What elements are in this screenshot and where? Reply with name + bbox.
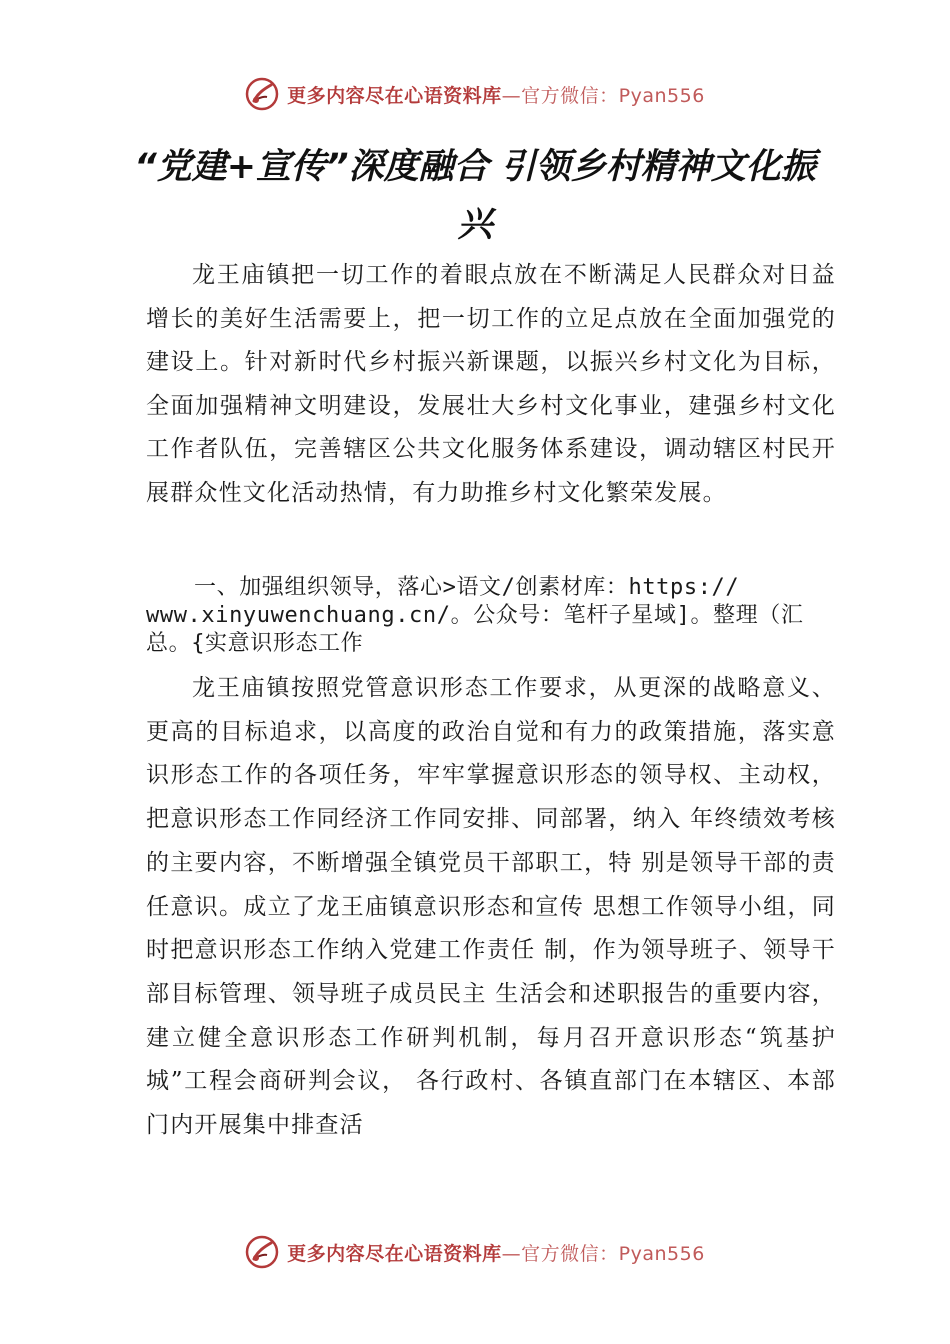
body-paragraph: 龙王庙镇按照党管意识形态工作要求，从更深的战略意义、更高的目标追求，以高度的政治自觉和有力的政策措施，落实意识形态工作的各项任务，牢牢掌握意识形态的领导权、主动权，把意识形态工作同经济工作同安排、同部署，纳入 年终绩效考核的主要内容，不断增强全镇党员干部职工，特 别是领导干部的责任意识。成立了龙王庙镇意识形态和宣传 思想工作领导小组，同时把意识形态工作纳入党建工作责任 制，作为领导班子、领导干部目标管理、领导班子成员民主 生活会和述职报告的重要内容，建立健全意识形态工作研判机制，每月召开意识形态“筑基护城”工程会商研判会议， 各行政村、各镇直部门在本辖区、本部门内开展集中排查活	[146, 675, 836, 1139]
header-banner	[0, 74, 950, 114]
footer-banner-suffix: —官方微信：Pyan556	[501, 1242, 705, 1265]
footer-banner-text	[287, 1239, 705, 1266]
brush-logo-icon	[245, 1235, 279, 1269]
header-banner-text	[287, 81, 705, 108]
document-title: “党建+宣传”深度融合 引领乡村精神文化振兴	[134, 147, 816, 245]
section-heading-rest: www.xinyuwenchuang.cn/。公众号：笔杆子星域]。整理（汇总。{实意识形态工作	[146, 603, 804, 656]
section-heading-line1: 一、加强组织领导，落心>语文/创素材库：https://	[194, 575, 740, 600]
intro-paragraph: 龙王庙镇把一切工作的着眼点放在不断满足人民群众对日益增长的美好生活需要上，把一切工作的立足点放在全面加强党的建设上。针对新时代乡村振兴新课题，以振兴乡村文化为目标，全面加强精神文明建设，发展壮大乡村文化事业，建强乡村文化工作者队伍，完善辖区公共文化服务体系建设，调动辖区村民开展群众性文化活动热情，有力助推乡村文化繁荣发展。	[146, 262, 836, 506]
section-heading	[146, 574, 836, 658]
brush-logo-icon	[245, 77, 279, 111]
header-banner-suffix: —官方微信：Pyan556	[501, 84, 705, 107]
footer-banner	[0, 1232, 950, 1272]
footer-banner-prefix: 更多内容尽在心语资料库	[287, 1242, 502, 1265]
header-banner-prefix: 更多内容尽在心语资料库	[287, 84, 502, 107]
